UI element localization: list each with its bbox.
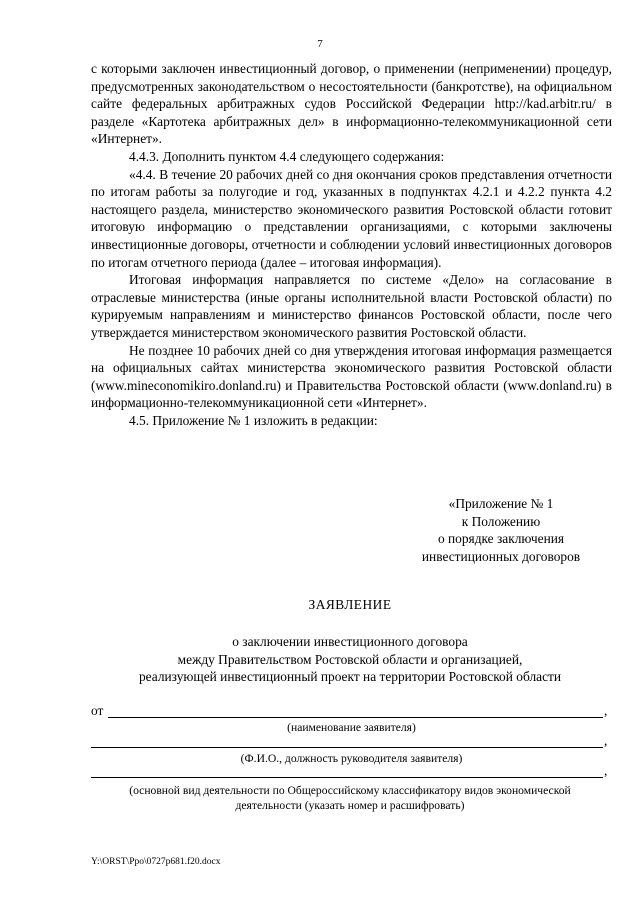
statement-subtitle-line: реализующей инвестиционный проект на территории Ростовской области: [138, 669, 562, 685]
appendix-line: к Положению: [461, 513, 541, 529]
paragraph: с которыми заключен инвестиционный договор, о применении (неприменении) процедур, предусмотренных законодательством о несостоятельности (банкротстве), на официальном сайте федеральных арбитражных судов Российской Федерации http://kad.arbitr.ru/ в разделе «Картотека арбитражных дел» в информационно-телекоммуникационной сети «Интернет».: [91, 61, 612, 147]
statement-subtitle-line: о заключении инвестиционного договора: [232, 634, 468, 649]
statement-subtitle-line: между Правительством Ростовской области и организацией,: [177, 651, 523, 667]
body-text: [91, 60, 612, 429]
applicant-name-field[interactable]: [108, 717, 603, 718]
appendix-header: [400, 495, 602, 565]
activity-field[interactable]: [91, 777, 603, 778]
paragraph: Итоговая информация направляется по системе «Дело» на согласование в отраслевые министерства (иные органы исполнительной власти Ростовской области) по курируемым направлениям и министерство финансов Ростовской области, после чего утверждается министерством экономического развития Ростовской области.: [91, 272, 612, 340]
paragraph: «4.4. В течение 20 рабочих дней со дня окончания сроков представления отчетности по итогам работы за полугодие и год, указанных в подпунктах 4.2.1 и 4.2.2 пункта 4.2 настоящего раздела, министерство экономического развития Ростовской области готовит итоговую информацию о представлении организациями, с которыми заключены инвестиционные договоры, отчетности и соблюдении условий инвестиционных договоров по итогам отчетного периода (далее – итоговая информация).: [91, 166, 612, 270]
activity-caption-line: (основной вид деятельности по Общероссийскому классификатору видов экономической: [129, 784, 571, 797]
appendix-line: инвестиционных договоров: [421, 548, 581, 564]
comma: ,: [604, 763, 608, 778]
paragraph: Не позднее 10 рабочих дней со дня утверждения итоговая информация размещается на официальных сайтах министерства экономического развития Ростовской области (www.mineconomikiro.donland.ru) и Правительства Ростовской области (www.donland.ru) в информационно-телекоммуникационной сети «Интернет».: [91, 342, 612, 411]
statement-subtitle: [100, 633, 600, 686]
appendix-line: «Приложение № 1: [448, 496, 554, 511]
director-field[interactable]: [91, 747, 603, 748]
activity-caption: [60, 783, 640, 813]
from-label: от: [91, 703, 104, 718]
statement-title: ЗАЯВЛЕНИЕ: [308, 597, 392, 612]
applicant-name-caption: (наименование заявителя): [287, 721, 416, 734]
director-caption: (Ф.И.О., должность руководителя заявителя): [240, 752, 463, 765]
comma: ,: [604, 733, 608, 748]
activity-caption-line: деятельности (указать номер и расшифровать): [235, 799, 465, 812]
paragraph: 4.4.3. Дополнить пунктом 4.4 следующего содержания:: [129, 148, 445, 164]
paragraph: 4.5. Приложение № 1 изложить в редакции:: [129, 412, 378, 428]
comma: ,: [604, 703, 608, 718]
page-number: 7: [317, 38, 323, 50]
appendix-line: о порядке заключения: [437, 531, 565, 547]
file-path-footer: Y:\ORST\Ppo\0727p681.f20.docx: [91, 857, 221, 867]
